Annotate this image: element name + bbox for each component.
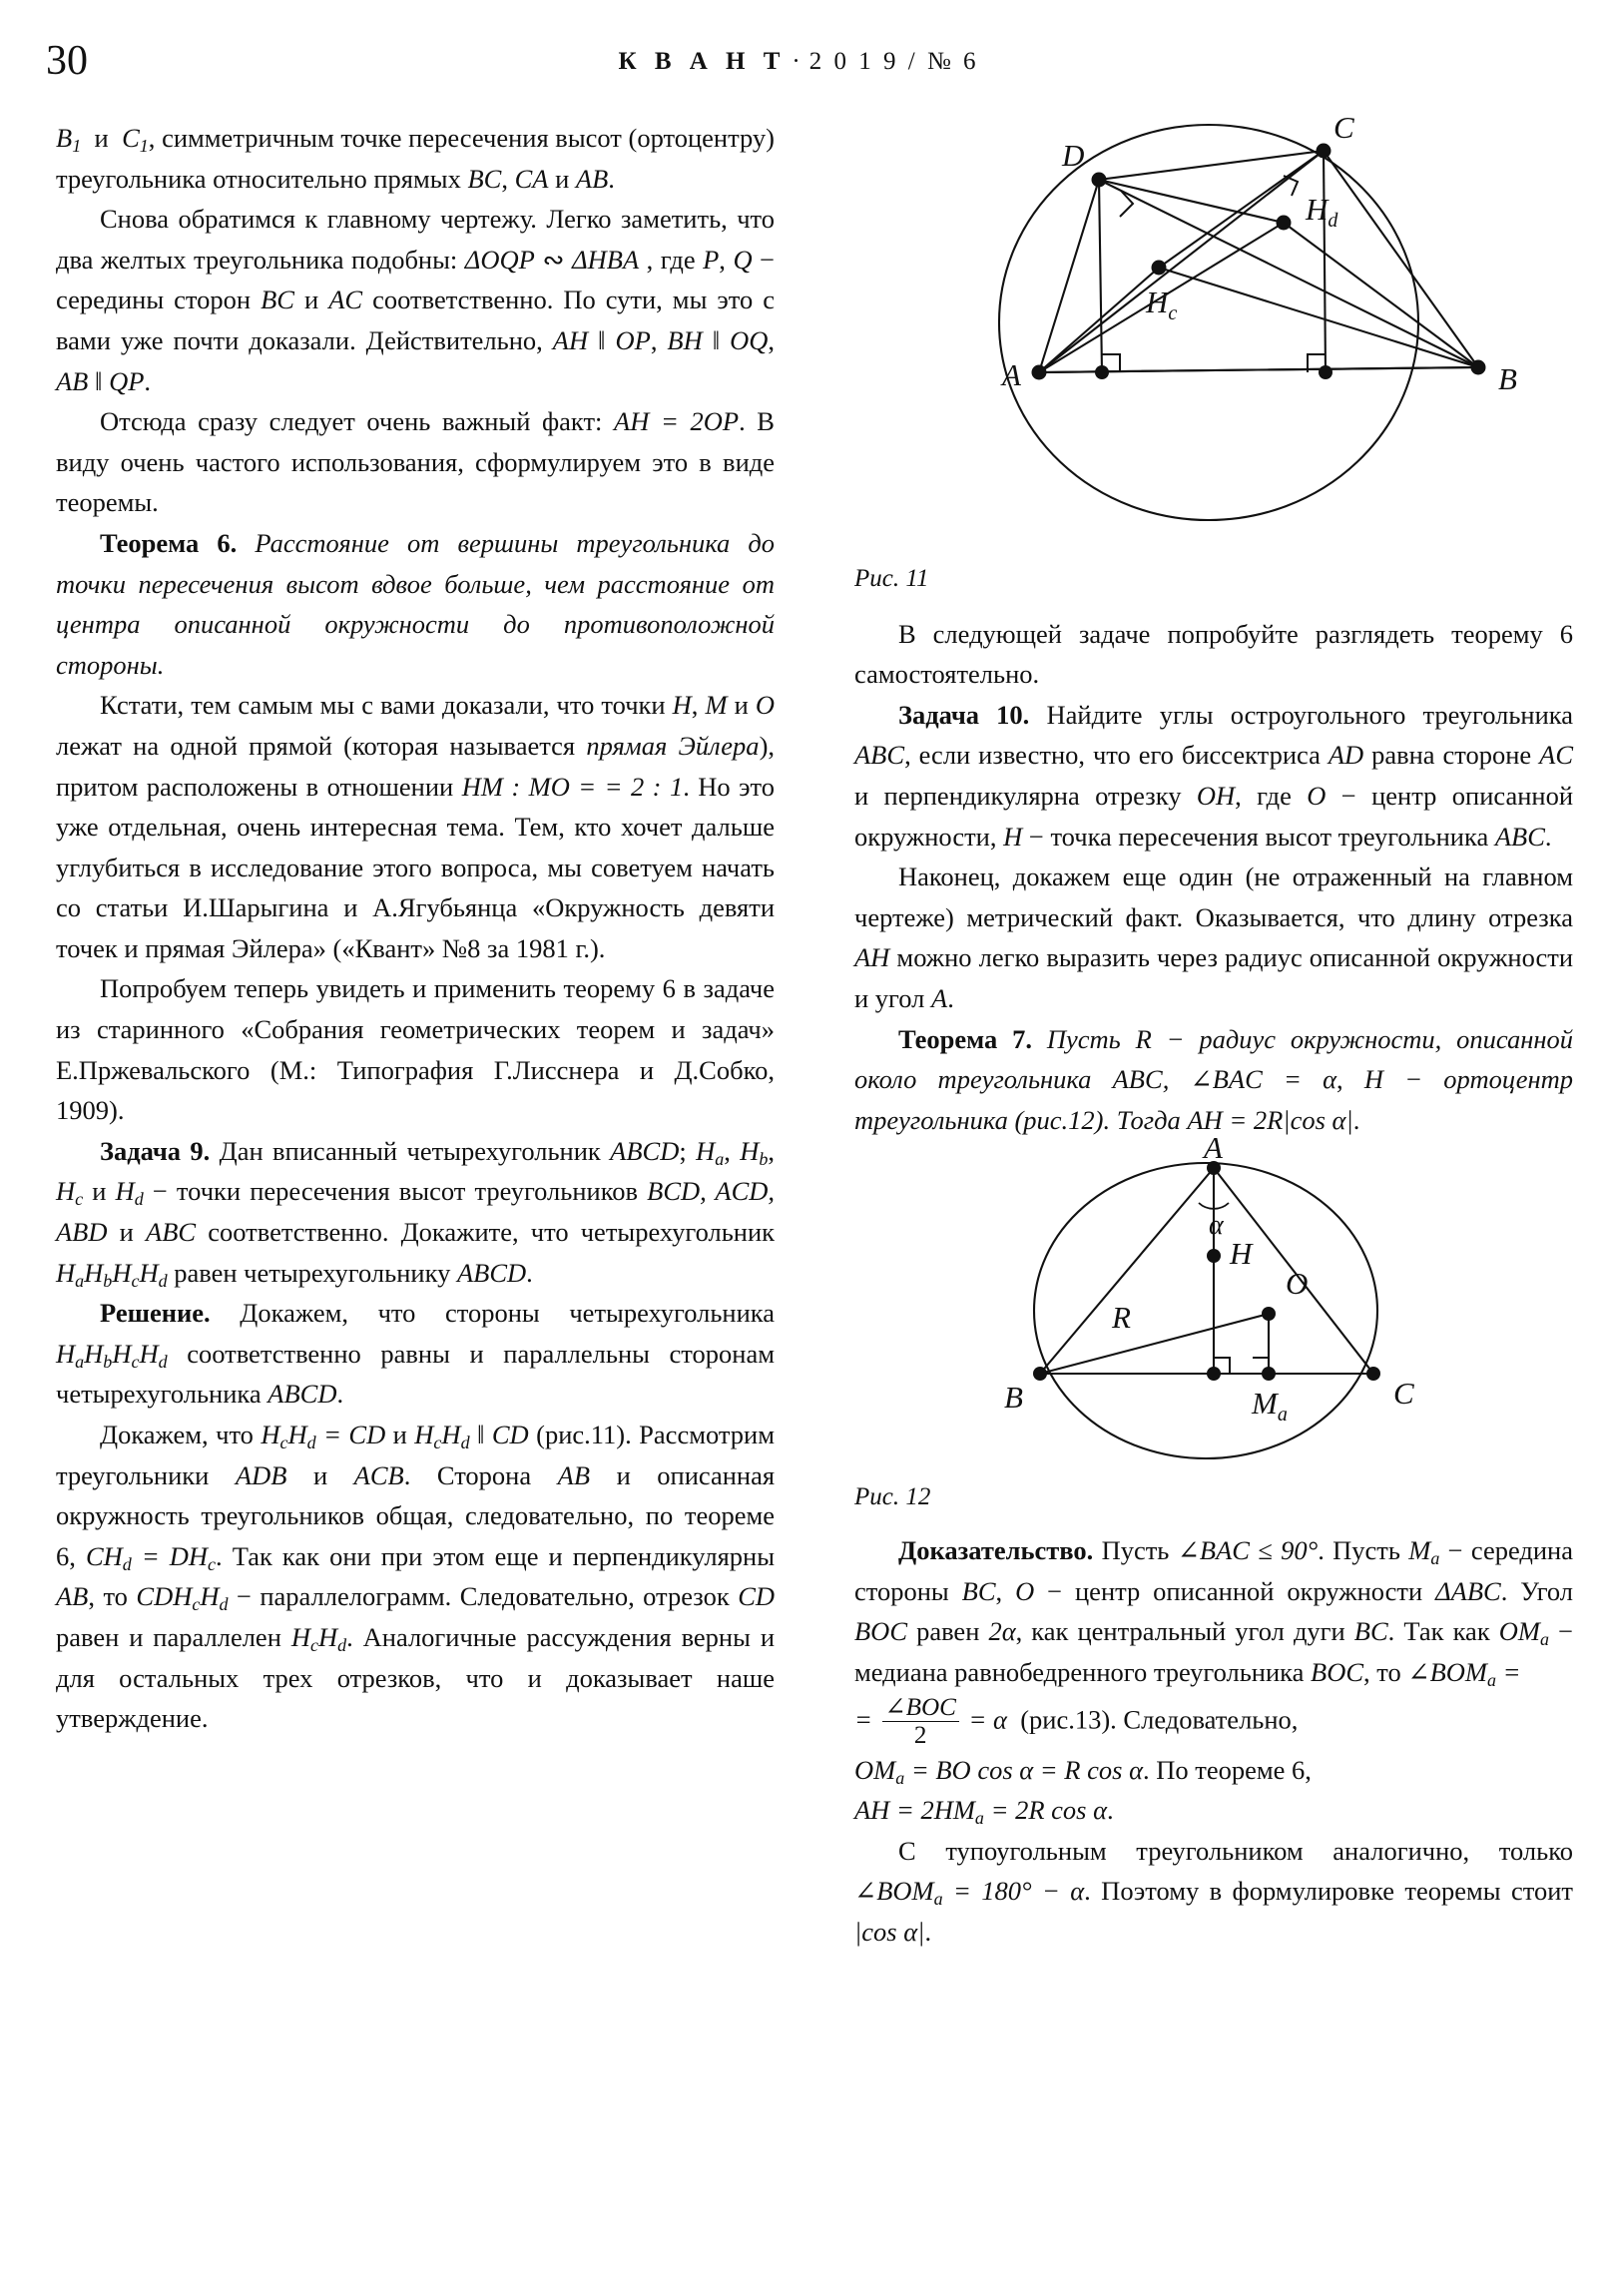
circumcircle [999,125,1418,520]
math-angle-BAC-le-90: ∠BAC ≤ 90° [1177,1534,1319,1565]
segment-B-O [1040,1314,1269,1374]
math-OH: OH [1196,780,1236,811]
punct: . [1107,1795,1114,1826]
math-2alpha: 2α [988,1616,1016,1647]
math-CHd-eq-DHc: $CH_d = DH_c$ [85,1540,217,1574]
equals-sign: = [854,1704,879,1735]
math-abs-cos-alpha: |cos α| [854,1917,925,1947]
label-C-12: C [1393,1376,1414,1412]
conjunction-i: и [94,123,109,153]
text-run: . Пусть [1318,1534,1400,1565]
math-AH-eq: AH = $2HM_a = 2R$ cos α [854,1795,1107,1829]
figure-11-drawing [854,110,1573,557]
text-run: Наконец, докажем еще один (не отраженный на главном чертеже) метрический факт. Оказывается, что длину отрезка [854,861,1573,932]
math-ACB: ACB [353,1459,404,1490]
math-angle-BOMa-obtuse: $\angle BOM_a = 180^\circ - \alpha$ [854,1876,1085,1910]
label-D: D [1062,138,1085,173]
text-run: . Так как [1387,1616,1490,1647]
text-run: Пусть [1101,1534,1170,1565]
paragraph-try-apply: Попробуем теперь увидеть и применить теорему 6 в задаче из старинного «Собрания геометрических теорем и задач» Е.Пржевальского (М.: Типография Г.Лисснера и Д.Собко, 1909). [56,973,775,1126]
math-CD: CD [738,1581,776,1612]
math-AB: AB [575,163,609,194]
math-angle-BAC: ∠BAC = α [1190,1064,1336,1095]
math-Ha: $H_a$ [696,1135,725,1169]
math-BOC-2: BOC [1311,1656,1364,1687]
label-H-12: H [1230,1236,1253,1272]
math-AH: AH [854,942,890,973]
task-10-label: Задача 10. [898,699,1030,730]
text-run: равен [916,1616,980,1647]
text-run: , симметричным точке пересечения высот (ортоцентру) треугольника относительно прямых [56,123,775,194]
math-similar-right: ΔHBA [572,244,640,275]
math-BC2: BC [261,285,294,315]
math-triangles-1: BCD, ACD, [647,1176,776,1207]
math-Hc: $H_c$ [56,1176,84,1210]
text-run: − точки пересечения высот треугольников [152,1176,639,1207]
math-AD: AD [1328,740,1364,771]
math-B1: $B_1$ [56,123,82,157]
segment-B-Hd [1284,223,1478,367]
text-run: Докажем, что [100,1420,254,1449]
math-O-2: O [1307,780,1327,811]
text-run: . Аналогичные рассуждения верны и для остальных трех отрезков, что и доказывает наше утверждение. [56,1621,776,1734]
math-O-3: O [1015,1575,1035,1606]
math-CA: CA [514,163,549,194]
math-H-2: H [1003,821,1023,852]
point-C-12 [1366,1367,1380,1381]
figure-11-caption: Рис. 11 [854,565,929,592]
text-run: − радиус окружности, описанной около треугольника [854,1023,1574,1095]
math-angle-BOMa: $\angle BOM_a$ = [1407,1656,1521,1690]
theorem-7: Теорема 7. Пусть R − радиус окружности, описанной около треугольника ABC, ∠BAC = α, H − ортоцентр треугольника (рис.12). Тогда AH = 2R|cos α|. [854,1023,1574,1135]
similar-sign: ∾ [542,244,565,275]
text-run: Докажем, что стороны четырехугольника [240,1298,776,1329]
text-run: и описанная окружность треугольников общая, следовательно, по теореме 6, [56,1459,776,1571]
conj: и [734,690,749,721]
theorem-6 [56,523,775,685]
theorem-6-text: Расстояние от вершины треугольника до точки пересечения высот вдвое больше, чем расстояние от центра описанной окружности до противоположной стороны. [56,527,775,680]
math-HcHd: $H_cH_d$ [290,1621,347,1655]
proof-fraction-line [854,1694,1573,1749]
text-run: С тупоугольным треугольником аналогично, только [898,1835,1573,1866]
fraction-denominator: 2 [882,1721,959,1749]
text-run: ), притом расположены в отношении [56,730,776,802]
math-AC: AC [328,285,363,315]
solution-label: Решение. [100,1298,211,1329]
text-run: − медиана равнобедренного треугольника [854,1616,1574,1687]
conjunction: и [555,163,570,194]
math-rel-2: BH ‖ OQ [667,324,769,355]
math-rel-1: AH ‖ OP [552,324,651,355]
point-O-12 [1262,1307,1276,1321]
paragraph-important-fact [56,401,775,523]
math-HcHd-eq-CD: $H_cH_d$ = CD [261,1420,386,1453]
point-A [1032,365,1047,380]
altitude-D [1099,180,1102,372]
point-Ma [1262,1367,1276,1381]
point-B [1471,360,1486,375]
triangle-ABC [1040,1168,1373,1374]
text-run: соответственно. По сути, мы это с вами уже почти доказали. Действительно, [56,285,776,355]
math-M: M [705,690,728,721]
text-run: . В виду очень частого использования, сформулируем это в виде теоремы. [56,406,775,518]
math-ABCD-3: ABCD [267,1379,337,1410]
math-quad-H: $H_aH_bH_cH_d$ [56,1257,168,1291]
theorem-6-label: Теорема 6. [100,527,238,558]
text-run: Найдите углы остроугольного треугольника [1046,699,1574,730]
figure-11 [854,110,1573,600]
label-A: A [1002,357,1021,392]
math-P: P [703,244,720,275]
math-Ma: $M_a$ [1408,1534,1440,1568]
label-alpha-12: α [1209,1210,1224,1242]
solution-9: Решение. Докажем, что стороны четырехугольника $H_aH_bH_cH_d$ соответственно равны и параллельны сторонам четырехугольника ABCD. [56,1298,776,1410]
euler-line-term: прямая Эйлера [586,730,760,761]
conj-i2: и [304,285,319,315]
text-run: соответственно равны и параллельны сторонам четырехугольника [56,1338,776,1410]
text-run: − центр описанной окружности, [854,780,1574,852]
point-C [1317,144,1331,159]
math-angle-A: A [931,982,948,1013]
text-run: . По теореме 6, [1142,1754,1312,1785]
punct: , [1162,1064,1170,1095]
point-foot-A [1207,1367,1221,1381]
proof-line-3 [854,1790,1573,1831]
math-H-3: H [1363,1064,1383,1095]
text-run: , то [1363,1656,1401,1687]
math-BC: BC [467,163,502,194]
foot-D [1095,365,1109,379]
math-Q: Q [733,244,753,275]
paragraph-continuation: $B_1$ и $C_1$, симметричным точке пересечения высот (ортоцентру) треугольника относительно прямых BC, CA и AB. [56,123,775,194]
text-run: Дан вписанный четырехугольник [219,1135,601,1166]
math-ABCD: ABCD [610,1135,680,1166]
text-run: , где [646,244,696,275]
text-run: . Сторона [403,1459,532,1490]
text-run: − середины сторон [56,244,776,315]
text-run: , где [1235,780,1292,811]
text-run: − параллелограмм. Следовательно, отрезок [236,1581,730,1612]
math-theorem7-formula: AH = 2R|cos α| [1187,1104,1353,1135]
paragraph-again: Снова обратимся к главному чертежу. Легко заметить, что два желтых треугольника подобны: ΔOQP ∾ ΔHBA , где P, Q − середины сторон BC и AC соответственно. По сути, мы это с вами уже почти доказали. Действительно, AH ‖ OP, BH ‖ OQ, AB ‖ QP. [56,204,776,396]
text-run: (рис.11). Рассмотрим треугольники [56,1420,775,1490]
math-AH-2OP: AH = 2OP [614,406,740,437]
text-run: Отсюда сразу следует очень важный факт: [100,406,603,437]
text-run: − точка пересечения высот треугольника [1028,821,1489,852]
label-R-12: R [1112,1300,1131,1336]
point-Hc [1152,261,1167,276]
fraction-numerator: ∠BOC [884,1694,956,1722]
label-Hc: $H_c$ [1146,285,1178,324]
text-run: Снова обратимся к главному чертежу. Легко заметить, что два желтых треугольника подобны: [56,204,775,275]
task-10: Задача 10. Найдите углы остроугольного треугольника ABC, если известно, что его биссектриса AD равна стороне AC и перпендикулярна отрезку OH, где O − центр описанной окружности, H − точка пересечения высот треугольника ABC. [854,699,1574,852]
figure-12-drawing [854,1130,1573,1475]
text-run: равен четырехугольнику [174,1257,451,1288]
text-run: равна стороне [1371,740,1532,771]
math-quad-H-2: $H_aH_bH_cH_d$ [56,1338,168,1372]
label-A-12: A [1204,1130,1223,1166]
text-run: , то [88,1581,128,1612]
punct: , [995,1575,1003,1606]
punct: . [924,1917,932,1947]
text-run: − середина стороны [854,1534,1573,1606]
label-B: B [1498,361,1517,396]
label-Ma-12: $M_a$ [1252,1386,1288,1427]
text-run: (рис.13). Следовательно, [1020,1704,1299,1735]
proof-last-paragraph [854,1831,1573,1953]
punct: ; [679,1135,687,1166]
math-rel-3: AB ‖ QP [56,365,145,396]
conj: и [312,1459,328,1490]
solution-proof-body [56,1415,775,1739]
text-run: . Угол [1500,1575,1574,1606]
math-ADB: ADB [235,1459,287,1490]
figure-12-caption: Рис. 12 [854,1483,931,1511]
altitude-C [1324,151,1326,372]
text-run: Пусть [1046,1023,1121,1054]
point-Hd [1277,216,1292,231]
text-run: − центр описанной окружности [1047,1575,1423,1606]
point-B-12 [1033,1367,1047,1381]
conj: и [392,1420,407,1449]
label-Hd: $H_d$ [1306,192,1338,232]
math-ratio-2: = 2 : 1 [604,771,684,802]
journal-title: К В А Н Т [618,48,787,75]
label-C: C [1333,110,1354,145]
task-9-label: Задача 9. [100,1135,211,1166]
point-H-12 [1207,1249,1221,1263]
issue-label: 2 0 1 9 / № 6 [808,48,979,75]
text-run: . Но это уже отдельная, очень интересная тема. Тем, кто хочет дальше углубиться в исследование этого вопроса, мы советуем начать со статьи И.Шарыгина и А.Ягубьянца «Окружность девяти точек и прямая Эйлера» («Квант» №8 за 1981 г.). [56,771,775,963]
math-similar-left: ΔOQP [464,244,535,275]
foot-C [1319,365,1332,379]
conj3: и [119,1217,134,1248]
conj: и [92,1176,107,1207]
text-run: , как центральный угол дуги [1015,1616,1345,1647]
page-header [0,38,1597,84]
running-head [0,46,1597,78]
left-column [56,118,775,1739]
math-ABCD-2: ABCD [456,1257,527,1288]
text-run: − ортоцентр треугольника [854,1064,1574,1135]
text-run: и перпендикулярна отрезку [854,780,1182,811]
math-ABC-3: ABC [1112,1064,1163,1095]
math-AC-2: AC [1539,740,1574,771]
text-run: Кстати, тем самым мы с вами доказали, что точки [100,690,666,721]
proof-line-2 [854,1750,1573,1791]
math-BOC: BOC [854,1616,907,1647]
figure-12 [854,1130,1573,1518]
math-OMa-eq: $OM_a$ = BO cos α = R cos α [854,1754,1143,1788]
page-number: 30 [46,38,88,84]
task-9: Задача 9. Дан вписанный четырехугольник ABCD; $H_a$, $H_b$, $H_c$ и $H_d$ − точки пересечения высот треугольников BCD, ACD, ABD и ABC соответственно. Докажите, что четырехугольник $H_aH_bH_cH_d$ равен четырехугольнику ABCD. [56,1135,776,1291]
math-ABC-2: ABC [1494,821,1545,852]
math-AB-4: AB [56,1581,89,1612]
math-BC-4: BC [1353,1616,1388,1647]
paragraph-euler-line: Кстати, тем самым мы с вами доказали, что точки H, M и O лежат на одной прямой (которая называется прямая Эйлера), притом расположены в отношении HM : MO = = 2 : 1. Но это уже отдельная, очень интересная тема. Тем, кто хочет дальше углубиться в исследование этого вопроса, мы советуем начать со статьи И.Шарыгина и А.Ягубьянца «Окружность девяти точек и прямая Эйлера» («Квант» №8 за 1981 г.). [56,690,776,963]
math-Hb: $H_b$ [740,1135,769,1169]
math-ratio-1: HM : MO = [461,771,597,802]
math-R: R [1135,1023,1152,1054]
segment-B-Hc [1159,268,1478,367]
math-OMa: $OM_a$ [1498,1616,1549,1650]
theorem-7-label: Теорема 7. [898,1023,1033,1054]
header-separator: · [792,48,803,75]
paragraph-next-task: В следующей задаче попробуйте разглядеть теорему 6 самостоятельно. [854,618,1573,690]
fraction-BOC-over-2 [882,1694,959,1749]
text-run: равен и параллелен [56,1621,281,1652]
text-run: соответственно. Докажите, что четырехугольник [208,1217,776,1248]
math-triangle-ABD: ABD [56,1217,108,1248]
paragraph-metric-fact: Наконец, докажем еще один (не отраженный на главном чертеже) метрический факт. Оказывается, что длину отрезка AH можно легко выразить через радиус описанной окружности и угол A. [854,861,1573,1013]
math-Hd: $H_d$ [115,1176,144,1210]
math-CDHcHd: $CDH_cH_d$ [136,1581,229,1615]
math-ABC: ABC [854,740,905,771]
math-O: O [755,690,776,721]
right-column [854,110,1574,1953]
math-BC-3: BC [961,1575,996,1606]
segment-A-Hc [1039,268,1159,372]
text-run: , если известно, что его биссектриса [904,740,1321,771]
chord-AC [1039,151,1324,372]
text-run: лежат на одной прямой (которая называется [56,730,576,761]
text-run: . Поэтому в формулировке теоремы стоит [1084,1876,1573,1907]
text-run: можно легко выразить через радиус описанной окружности и угол [854,942,1573,1013]
math-triangle-ABC: ABC [146,1217,197,1248]
segment-D-Hd [1099,180,1284,223]
text-run: (рис.12). Тогда [1014,1104,1181,1135]
text-run: . Так как они при этом еще и перпендикулярны [216,1540,776,1571]
math-HcHd-par-CD: $H_cH_d$ ‖ CD [414,1420,529,1453]
label-O-12: O [1286,1266,1309,1302]
point-D [1092,173,1107,188]
proof-paragraph [854,1530,1573,1692]
math-triangle-ABC-2: ΔABC [1435,1575,1501,1606]
label-B-12: B [1004,1380,1023,1416]
math-C1: $C_1$ [122,123,149,157]
proof-label: Доказательство. [898,1534,1094,1565]
math-H: H [672,690,692,721]
math-eq-alpha: = α [968,1704,1007,1735]
math-AB-3: AB [557,1459,591,1490]
